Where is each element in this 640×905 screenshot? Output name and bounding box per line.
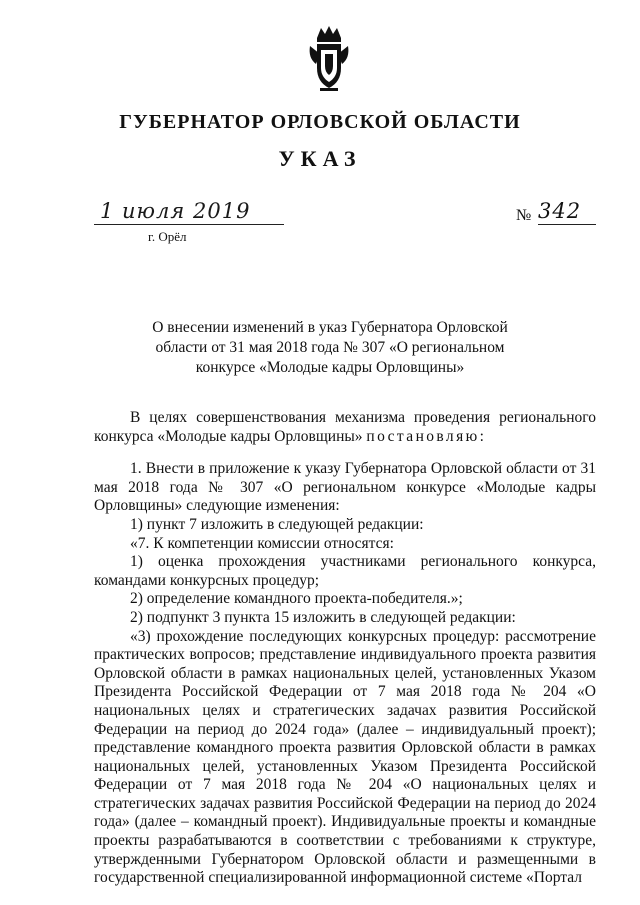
number-underline xyxy=(538,224,596,225)
organization-title: ГУБЕРНАТОР ОРЛОВСКОЙ ОБЛАСТИ xyxy=(119,111,521,133)
preamble-text: В целях совершенствования механизма проведения регионального конкурса «Молодые кадры Орловщины» xyxy=(94,409,596,445)
document-type: УКАЗ xyxy=(278,146,362,171)
coat-of-arms-icon xyxy=(306,24,352,94)
handwritten-number: 342 xyxy=(538,199,582,223)
paragraph: «7. К компетенции комиссии относятся: xyxy=(130,534,394,552)
paragraph: 1) пункт 7 изложить в следующей редакции: xyxy=(130,515,424,533)
date-underline xyxy=(94,224,284,225)
decree-body xyxy=(94,409,596,888)
city-label: г. Орёл xyxy=(148,229,187,244)
handwritten-date: 1 июля 2019 xyxy=(100,199,251,223)
number-label: № xyxy=(516,207,532,224)
paragraph: 1) оценка прохождения участниками регионального конкурса, командами конкурсных процедур; xyxy=(94,553,596,589)
paragraph: «3) прохождение последующих конкурсных процедур: рассмотрение практических вопросов; представление индивидуального проекта развития Орловской области в рамках национальных целей, установленных Указом Президента Российской Федерации от 7 мая 2018 года № 204 «О национальных целях и стратегических задачах развития Российской Федерации на период до 2024 года» (далее – индивидуальный проект); представление командного проекта развития Орловской области в рамках национальных целей, установленных Указом Президента Российской Федерации от 7 мая 2018 года № 204 «О национальных целях и стратегических задачах развития Российской Федерации на период до 2024 года» (далее – командный проект). Индивидуальные проекты и командные проекты разрабатываются в соответствии с требованиями к структуре, утвержденными Губернатором Орловской области и размещенными в государственной специализированной информационной системе «Портал xyxy=(94,627,596,887)
document-number xyxy=(516,201,596,227)
paragraph: 2) подпункт 3 пункта 15 изложить в следующей редакции: xyxy=(130,608,516,626)
subject-line: конкурсе «Молодые кадры Орловщины» xyxy=(195,359,465,376)
subject-line: О внесении изменений в указ Губернатора Орловской xyxy=(152,319,508,336)
paragraph: 2) определение командного проекта-победителя.»; xyxy=(130,590,463,608)
subject-line: области от 31 мая 2018 года № 307 «О региональном xyxy=(155,339,505,356)
paragraph: 1. Внести в приложение к указу Губернатора Орловской области от 31 мая 2018 года № 307 «О региональном конкурсе «Молодые кадры Орловщины» следующие изменения: xyxy=(94,460,596,515)
preamble xyxy=(94,409,596,446)
decree-subject xyxy=(120,318,540,378)
decree-word: постановляю: xyxy=(366,427,487,445)
signature-date xyxy=(94,201,284,227)
